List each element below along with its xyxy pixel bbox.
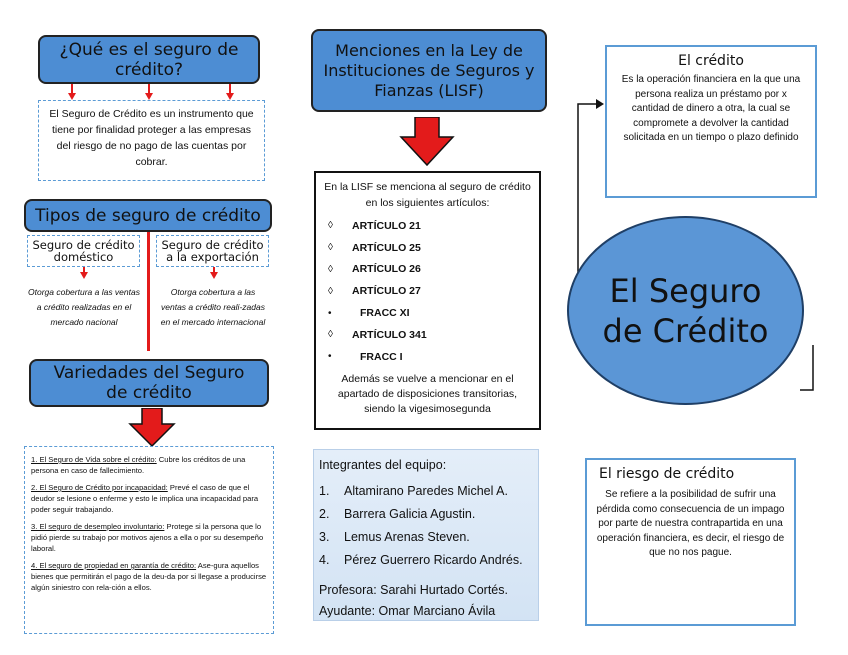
what-is-box xyxy=(38,100,265,181)
credit-text: Es la operación financiera en la que una persona realiza un préstamo por x cantidad de dinero a otra, la cual se compromete a devolver la cantidad solicitada en un tiempo o plazo definido xyxy=(621,74,801,143)
what-is-header xyxy=(38,35,260,84)
big-arrow-middle xyxy=(399,117,455,167)
team-assistant: Ayudante: Omar Marciano Ávila xyxy=(319,604,496,618)
credit-title: El crédito xyxy=(678,53,744,69)
types-header xyxy=(24,199,272,232)
team-member: 2. Barrera Galicia Agustin. xyxy=(319,507,476,521)
export-text: Otorga cobertura a las ventas a crédito reali-zadas en el mercado internacional xyxy=(160,287,266,327)
team-member: 3. Lemus Arenas Steven. xyxy=(319,530,470,544)
lisf-item: ◊ ARTÍCULO 27 xyxy=(328,285,421,298)
risk-text: Se refiere a la posibilidad de sufrir una pérdida como consecuencia de un impago por parte de nuestra contrapartida en una operación financiera, es decir, el riesgo de que no nos pague. xyxy=(596,489,785,558)
varieties-title: Variedades del Seguro de crédito xyxy=(53,363,245,403)
lisf-footer: Además se vuelve a mencionar en el apartado de disposiciones transitorias, siendo la vigesimosegunda xyxy=(337,372,518,415)
arrow-head-1 xyxy=(68,93,76,100)
lisf-item: ◊ ARTÍCULO 341 xyxy=(328,328,427,341)
risk-box xyxy=(585,458,796,626)
center-title: El Seguro de Crédito xyxy=(602,271,769,350)
team-professor: Profesora: Sarahi Hurtado Cortés. xyxy=(319,583,508,597)
lisf-item: ◊ ARTÍCULO 21 xyxy=(328,219,421,232)
lisf-item: ◊ ARTÍCULO 25 xyxy=(328,241,421,254)
variety-item-2: 2. El Seguro de Crédito por incapacidad: Prevé el caso de que el deudor se lesione o enferme y esto le implica una incapacidad para poder seguir trabajando. xyxy=(31,483,259,514)
big-arrow-left xyxy=(128,408,176,448)
domestic-arrow-head xyxy=(80,272,88,279)
domestic-label-box xyxy=(27,235,140,267)
arrow-head-2 xyxy=(145,93,153,100)
center-ellipse xyxy=(567,216,804,405)
domestic-text: Otorga cobertura a las ventas a crédito realizadas en el mercado nacional xyxy=(28,287,140,327)
varieties-box xyxy=(24,446,274,634)
team-title: Integrantes del equipo: xyxy=(319,458,447,472)
lisf-item: ◊ ARTÍCULO 26 xyxy=(328,263,421,276)
variety-item-1: 1. El Seguro de Vida sobre el crédito: Cubre los créditos de una persona en caso de fallecimiento. xyxy=(31,455,246,475)
variety-item-4: 4. El seguro de propiedad en garantía de crédito: Ase-gura aquellos bienes que permitirán el pago de la deu-da por si llegase a producirse algún siniestro con rela-ción a ellos. xyxy=(31,561,267,592)
lisf-subitem: • FRACC XI xyxy=(328,307,410,320)
team-box xyxy=(313,449,539,621)
variety-item-3: 3. El seguro de desempleo involuntario: Protege si la persona que lo pidió pierde su trabajo por motivos ajenos a ella o por su desempeño laboral. xyxy=(31,522,264,553)
lisf-box xyxy=(314,171,541,430)
varieties-header xyxy=(29,359,269,407)
types-title: Tipos de seguro de crédito xyxy=(35,205,261,226)
export-label: Seguro de crédito a la exportación xyxy=(161,238,264,264)
team-member: 4. Pérez Guerrero Ricardo Andrés. xyxy=(319,553,523,567)
risk-title: El riesgo de crédito xyxy=(599,466,735,482)
lisf-header xyxy=(311,29,547,112)
lisf-title: Menciones en la Ley de Instituciones de Seguros y Fianzas (LISF) xyxy=(323,40,535,100)
domestic-label: Seguro de crédito doméstico xyxy=(32,238,135,264)
export-label-box xyxy=(156,235,269,267)
types-divider xyxy=(147,232,150,351)
lisf-subitem: • FRACC I xyxy=(328,350,403,363)
what-is-title: ¿Qué es el seguro de crédito? xyxy=(59,39,239,80)
what-is-text: El Seguro de Crédito es un instrumento que tiene por finalidad proteger a las empresas del riesgo de no pago de las cuentas por cobrar. xyxy=(49,108,254,168)
arrow-head-3 xyxy=(226,93,234,100)
lisf-intro: En la LISF se menciona al seguro de crédito en los siguientes artículos: xyxy=(324,181,531,209)
team-member: 1. Altamirano Paredes Michel A. xyxy=(319,484,508,498)
export-arrow-head xyxy=(210,272,218,279)
